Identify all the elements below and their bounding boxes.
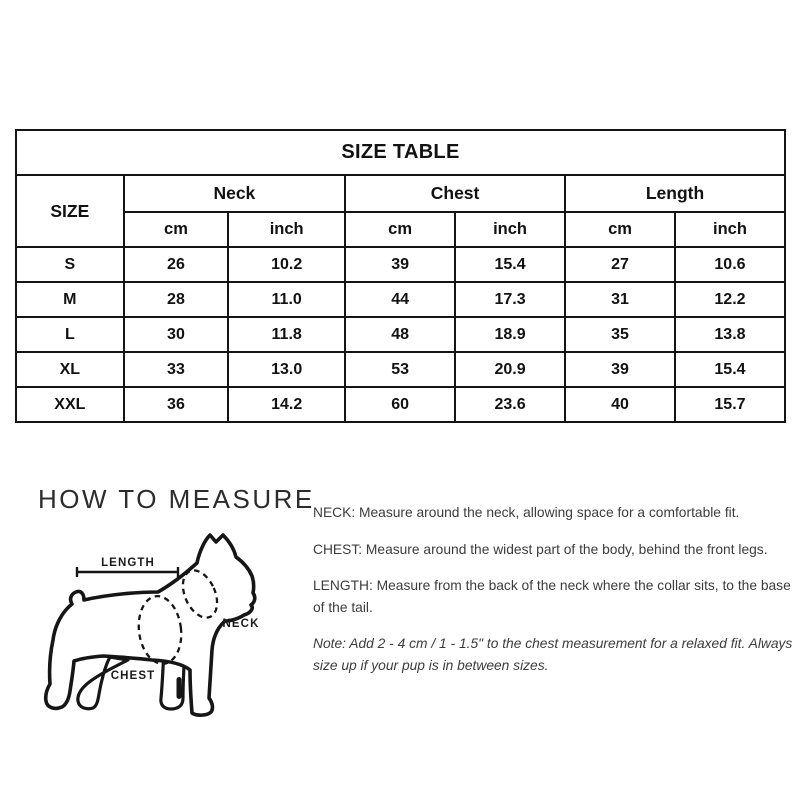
table-row	[16, 317, 785, 352]
table-cell: 30	[124, 317, 229, 352]
size-label: XXL	[16, 387, 124, 422]
table-row	[16, 352, 785, 387]
chest-label: CHEST	[110, 670, 156, 682]
dog-measurement-diagram	[40, 520, 300, 760]
table-cell: 33	[124, 352, 229, 387]
table-cell: 39	[565, 352, 675, 387]
size-label: L	[16, 317, 124, 352]
how-to-measure-heading: HOW TO MEASURE	[38, 484, 315, 514]
unit-header: inch	[228, 212, 345, 247]
instruction-neck: NECK: Measure around the neck, allowing space for a comfortable fit.	[313, 505, 740, 520]
table-cell: 20.9	[455, 352, 565, 387]
instruction-note: Note: Add 2 - 4 cm / 1 - 1.5" to the chest measurement for a relaxed fit. Always size up if your pup is in between sizes.	[313, 636, 793, 673]
table-cell: 10.2	[228, 247, 345, 282]
table-cell: 26	[124, 247, 229, 282]
size-label: XL	[16, 352, 124, 387]
table-cell: 10.6	[675, 247, 785, 282]
table-cell: 15.7	[675, 387, 785, 422]
unit-header: cm	[124, 212, 229, 247]
table-cell: 44	[345, 282, 455, 317]
table-cell: 17.3	[455, 282, 565, 317]
unit-header: cm	[565, 212, 675, 247]
table-cell: 36	[124, 387, 229, 422]
instruction-length: LENGTH: Measure from the back of the neck where the collar sits, to the base of the tail.	[313, 578, 791, 615]
table-cell: 15.4	[455, 247, 565, 282]
table-cell: 39	[345, 247, 455, 282]
table-row	[16, 387, 785, 422]
table-cell: 31	[565, 282, 675, 317]
table-cell: 15.4	[675, 352, 785, 387]
front-leg-marking	[177, 677, 182, 699]
neck-label: NECK	[222, 618, 260, 630]
table-cell: 53	[345, 352, 455, 387]
table-cell: 48	[345, 317, 455, 352]
size-label: S	[16, 247, 124, 282]
table-cell: 13.8	[675, 317, 785, 352]
table-cell: 27	[565, 247, 675, 282]
instruction-chest: CHEST: Measure around the widest part of the body, behind the front legs.	[313, 541, 768, 557]
table-cell: 28	[124, 282, 229, 317]
unit-header: inch	[455, 212, 565, 247]
group-header-chest: Chest	[345, 175, 565, 212]
size-table	[15, 129, 786, 423]
table-cell: 60	[345, 387, 455, 422]
dog-near-rear-leg	[78, 657, 128, 709]
table-row	[16, 282, 785, 317]
table-row	[16, 247, 785, 282]
table-cell: 40	[565, 387, 675, 422]
measuring-instructions	[313, 502, 793, 691]
table-cell: 11.0	[228, 282, 345, 317]
length-label: LENGTH	[101, 557, 155, 569]
unit-header: cm	[345, 212, 455, 247]
table-cell: 35	[565, 317, 675, 352]
table-cell: 12.2	[675, 282, 785, 317]
table-title: SIZE TABLE	[16, 130, 785, 175]
group-header-neck: Neck	[124, 175, 345, 212]
size-column-header: SIZE	[16, 175, 124, 247]
unit-header: inch	[675, 212, 785, 247]
table-cell: 18.9	[455, 317, 565, 352]
table-cell: 11.8	[228, 317, 345, 352]
size-label: M	[16, 282, 124, 317]
dog-illustration-icon	[40, 520, 300, 760]
table-cell: 14.2	[228, 387, 345, 422]
table-cell: 23.6	[455, 387, 565, 422]
group-header-length: Length	[565, 175, 785, 212]
table-cell: 13.0	[228, 352, 345, 387]
